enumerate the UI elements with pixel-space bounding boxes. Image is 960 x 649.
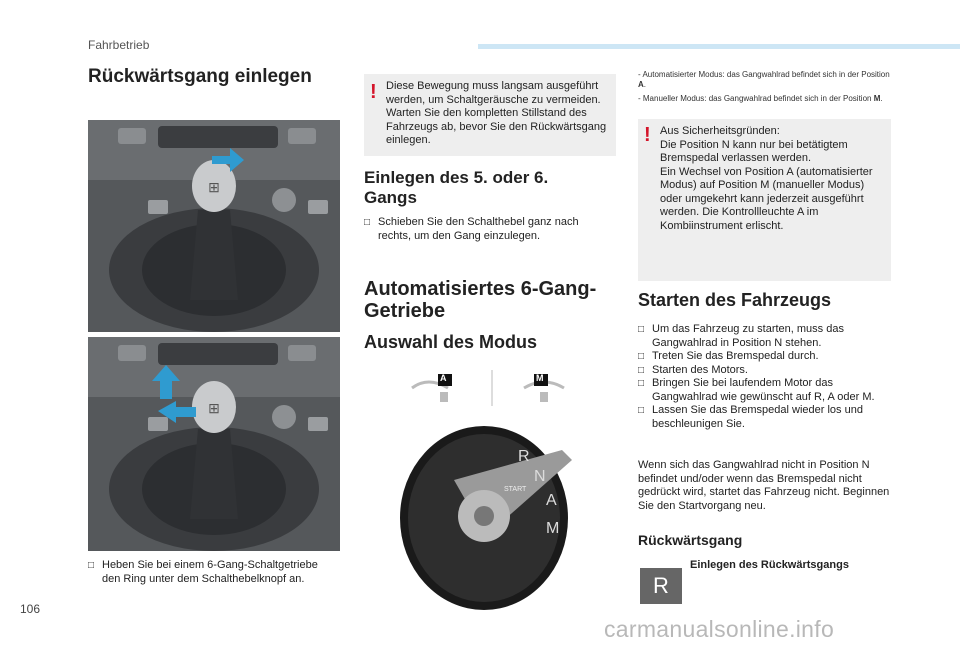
- list-item: □ Um das Fahrzeug zu starten, muss das Gangwahlrad in Position N stehen.: [638, 323, 844, 349]
- checkbox-bullet-icon: □: [638, 324, 645, 335]
- mode-badge-m: M: [536, 373, 544, 383]
- start-paragraph: Wenn sich das Gangwahlrad nicht in Position N befindet und/oder wenn das Bremspedal nicht gedrückt wird, startet das Fahrzeug nicht. Beginnen Sie den Startvorgang neu.: [638, 459, 890, 512]
- heading-automated-gearbox: Automatisiertes 6-Gang-Getriebe: [364, 278, 597, 322]
- checkbox-bullet-icon: □: [638, 378, 645, 389]
- dial-start-label: START: [504, 486, 527, 493]
- warning-exclamation-icon: !: [370, 81, 377, 103]
- header-rule: [478, 44, 960, 49]
- dial-letter-m: M: [546, 520, 560, 537]
- gear56-bullet-list: [364, 216, 614, 243]
- heading-mode-selection: Auswahl des Modus: [364, 332, 538, 352]
- checkbox-bullet-icon: □: [88, 560, 95, 571]
- reverse-gear-icon: R: [640, 568, 682, 604]
- gear-lever-photo-bottom: [88, 337, 340, 551]
- list-item: □ Bringen Sie bei laufendem Motor das Gangwahlrad wie gewünscht auf R, A oder M.: [638, 377, 875, 403]
- note-manual: - Manueller Modus: das Gangwahlrad befindet sich in der Position M.: [638, 94, 883, 103]
- checkbox-bullet-icon: □: [638, 364, 645, 376]
- dial-letter-n: N: [534, 468, 546, 485]
- page-number: 106: [20, 602, 41, 616]
- list-item: □ Lassen Sie das Bremspedal wieder los und beschleunigen Sie.: [638, 404, 863, 430]
- watermark: carmanualsonline.info: [604, 616, 835, 642]
- warning-box-safety: [638, 119, 891, 281]
- gear-selector-dial: [394, 420, 574, 615]
- checkbox-bullet-icon: □: [638, 405, 645, 416]
- mode-badge-a: A: [440, 373, 447, 383]
- list-item: □ Treten Sie das Bremspedal durch.: [638, 350, 819, 362]
- warning-text: Diese Bewegung muss langsam ausgeführt werden, um Schaltgeräusche zu vermeiden. Warten Sie den kompletten Stillstand des Fahrzeugs ab, bevor Sie den Rückwärtsgang einlegen.: [386, 80, 607, 146]
- heading-5th-6th-gear: Einlegen des 5. oder 6. Gangs: [364, 168, 549, 207]
- warning-box-slow-shift: [364, 74, 616, 156]
- checkbox-bullet-icon: □: [638, 351, 645, 362]
- heading-reverse-gear: Rückwärtsgang einlegen: [88, 66, 312, 87]
- mode-badges-illustration: [408, 370, 576, 406]
- dial-letter-r: R: [518, 448, 530, 465]
- note-automated: - Automatisierter Modus: das Gangwahlrad befindet sich in der Position A.: [638, 70, 890, 89]
- mode-notes: [638, 70, 898, 104]
- heading-start-vehicle: Starten des Fahrzeugs: [638, 290, 832, 310]
- reverse-bullet-list: [88, 559, 328, 586]
- warning-text: Aus Sicherheitsgründen: Die Position N kann nur bei betätigtem Bremspedal verlassen werden. Ein Wechsel von Position A (automatisierter Modus) auf Position M (manueller Modus) oder umgekehrt kann jederzeit ausgeführt werden. Die Kontrollleuchte A im Kombiinstrument erlischt.: [660, 125, 873, 232]
- start-bullet-list: [638, 323, 894, 431]
- list-item: □ Schieben Sie den Schalthebel ganz nach rechts, um den Gang einzulegen.: [364, 216, 579, 242]
- checkbox-bullet-icon: □: [364, 217, 371, 228]
- section-label: Fahrbetrieb: [88, 38, 150, 52]
- list-item: □ Starten des Motors.: [638, 363, 748, 376]
- svg-text:⊞: ⊞: [208, 179, 220, 195]
- heading-reverse: Rückwärtsgang: [638, 532, 743, 548]
- dial-letter-a: A: [546, 492, 557, 509]
- gear-lever-photo-top: [88, 120, 340, 332]
- reverse-subheading: Einlegen des Rückwärtsgangs: [690, 559, 849, 571]
- warning-exclamation-icon: !: [644, 124, 651, 146]
- svg-text:⊞: ⊞: [208, 400, 220, 416]
- list-item: □ Heben Sie bei einem 6-Gang-Schaltgetriebe den Ring unter dem Schalthebelknopf an.: [88, 559, 318, 585]
